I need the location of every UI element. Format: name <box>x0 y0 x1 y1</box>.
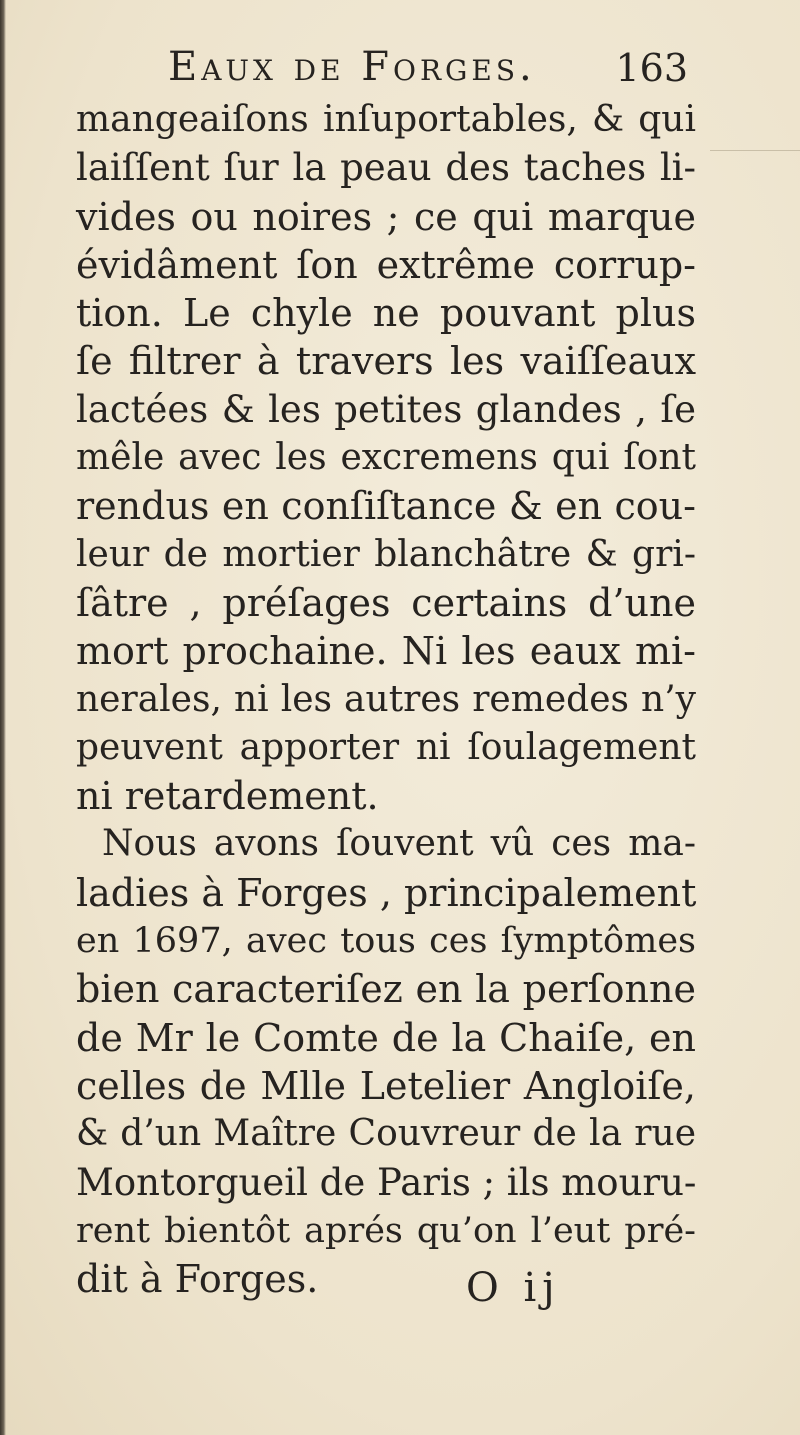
running-title: Eaux de Forges. <box>168 44 536 90</box>
text-line: évidâment ſon extrême corrup- <box>76 242 696 287</box>
page-header <box>168 44 688 100</box>
text-line: dit à Forges. <box>76 1257 319 1302</box>
text-line: vides ou noires ; ce qui marque <box>76 194 696 239</box>
text-line: & d’un Maître Couvreur de la rue <box>76 1113 696 1155</box>
signature-mark: O ij <box>466 1265 561 1311</box>
text-line: laiſſent ſur la peau des taches li- <box>76 146 696 190</box>
text-line: peuvent apporter ni ſoulagement <box>76 726 696 768</box>
text-line: ſe filtrer à travers les vaiſſeaux <box>76 339 696 384</box>
text-line: mêle avec les excremens qui ſont <box>76 437 696 479</box>
text-line: celles de Mlle Letelier Angloiſe, <box>76 1063 696 1108</box>
text-line: Montorgueil de Paris ; ils mouru- <box>76 1160 697 1204</box>
text-line: mort prochaine. Ni les eaux mi- <box>76 629 696 674</box>
text-line: ſâtre , préſages certains d’une <box>76 580 696 625</box>
text-line: en 1697, avec tous ces ſymptômes <box>76 921 696 962</box>
text-line: lactées & les petites glandes , ſe <box>76 387 696 431</box>
text-line: leur de mortier blanchâtre & gri- <box>76 533 696 575</box>
text-line: de Mr le Comte de la Chaiſe, en <box>76 1015 696 1060</box>
margin-mark <box>710 150 800 151</box>
text-line: ladies à Forges , principalement <box>76 870 697 915</box>
text-line: Nous avons ſouvent vû ces ma- <box>102 823 696 865</box>
page-number: 163 <box>615 46 688 90</box>
text-line: bien caracteriſez en la perſonne <box>76 967 696 1012</box>
body-text <box>76 96 696 1303</box>
page-gutter-shadow <box>0 0 6 1435</box>
text-line: rent bientôt aprés qu’on l’eut pré- <box>76 1210 696 1251</box>
text-line: rendus en conſiſtance & en cou- <box>76 484 696 529</box>
text-line: tion. Le chyle ne pouvant plus <box>76 291 696 336</box>
text-line: ni retardement. <box>76 774 379 819</box>
text-line: nerales, ni les autres remedes n’y <box>76 678 696 720</box>
text-line: mangeaiſons inſuportables, & qui <box>76 99 696 140</box>
